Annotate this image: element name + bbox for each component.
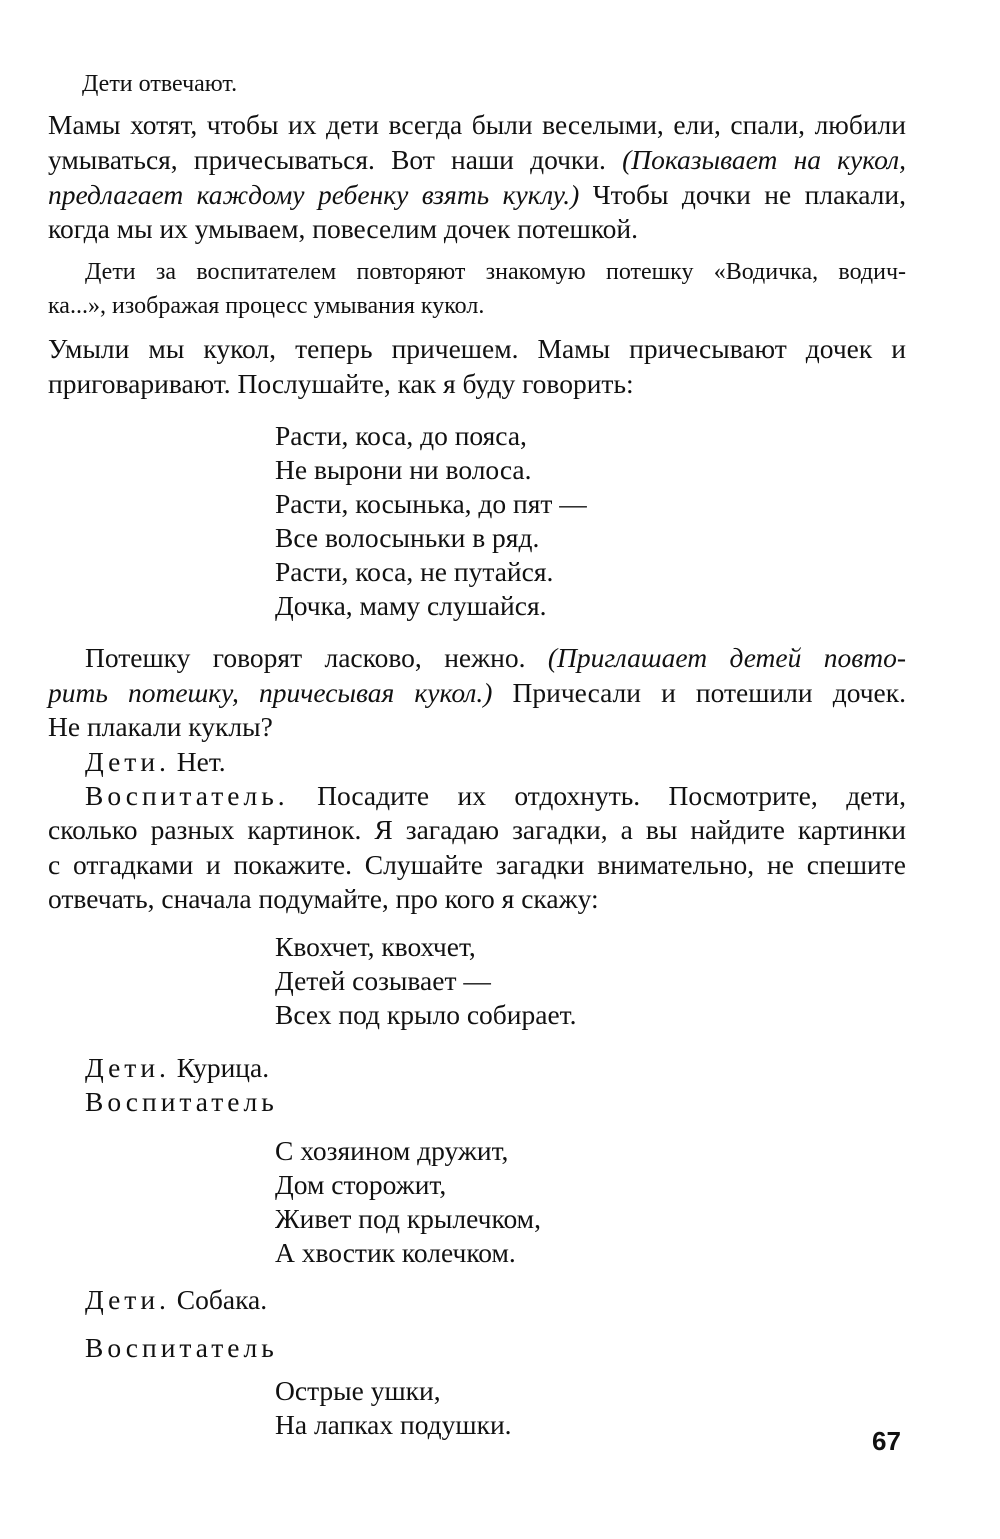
verse-line: Все волосыньки в ряд. (275, 522, 540, 553)
verse-line: Всех под крыло собирает. (275, 999, 577, 1030)
verse-line: Расти, косынька, до пят — (275, 488, 587, 519)
text-line (48, 679, 906, 707)
stage-direction: (Показывает на кукол, (622, 144, 906, 175)
dialogue-line (85, 748, 226, 776)
verse-line: А хвостик колечком. (275, 1237, 516, 1268)
text-span: Посадите их отдохнуть. Посмотрите, дети, (317, 780, 906, 811)
verse-line: Расти, коса, до пояса, (275, 420, 527, 451)
verse-line: Дом сторожит, (275, 1169, 447, 1200)
verse-line: Живет под крылечком, (275, 1203, 541, 1234)
stage-direction: рить потешку, причесывая кукол.) (48, 677, 493, 708)
verse-line: Детей созывает — (275, 965, 491, 996)
text-span: Чтобы дочки не плакали, (592, 179, 907, 210)
verse-line: С хозяином дружит, (275, 1135, 509, 1166)
speaker-teacher: Воспитатель. (85, 780, 289, 811)
verse-line: Расти, коса, не путайся. (275, 556, 554, 587)
text-span: умываться, причесываться. Вот наши дочки. (48, 144, 606, 175)
text-line (48, 181, 906, 209)
dialogue-line (85, 1054, 269, 1082)
dialogue-line (85, 1286, 267, 1314)
text-line: Дети за воспитателем повторяют знакомую потешку «Водичка, водич- (85, 259, 906, 285)
speaker-children: Дети. (85, 1284, 170, 1315)
reply-text: Курица. (176, 1052, 270, 1083)
text-line: сколько разных картинок. Я загадаю загадки, а вы найдите картинки (48, 814, 906, 845)
speaker-teacher: Воспитатель (85, 1332, 278, 1363)
text-line (48, 146, 906, 174)
text-span: Потешку говорят ласково, нежно. (85, 642, 526, 673)
text-line: приговаривают. Послушайте, как я буду говорить: (48, 368, 634, 399)
text-line: Умыли мы кукол, теперь причешем. Мамы причесывают дочек и (48, 333, 906, 364)
speaker-teacher: Воспитатель (85, 1086, 278, 1117)
stage-direction: предлагает каждому ребенку взять куклу.) (48, 179, 580, 210)
verse-line: На лапках подушки. (275, 1409, 512, 1440)
text-line: Дети отвечают. (82, 71, 238, 97)
reply-text: Собака. (176, 1284, 268, 1315)
text-span: Причесали и потешили дочек. (512, 677, 906, 708)
reply-text: Нет. (176, 746, 226, 777)
dialogue-line (85, 782, 906, 810)
text-line (85, 644, 906, 672)
text-line: ка...», изображая процесс умывания кукол. (48, 293, 485, 319)
verse-line: Квохчет, квохчет, (275, 931, 476, 962)
verse-line: Не вырони ни волоса. (275, 454, 532, 485)
text-line: Не плакали куклы? (48, 711, 273, 742)
text-line: с отгадками и покажите. Слушайте загадки внимательно, не спешите (48, 849, 906, 880)
verse-line: Дочка, маму слушайся. (275, 590, 547, 621)
stage-direction: (Приглашает детей повто- (547, 642, 906, 673)
speaker-children: Дети. (85, 746, 170, 777)
verse-line: Острые ушки, (275, 1375, 441, 1406)
page-number: 67 (872, 1426, 901, 1456)
speaker-children: Дети. (85, 1052, 170, 1083)
text-line: Мамы хотят, чтобы их дети всегда были веселыми, ели, спали, любили (48, 109, 906, 140)
text-line: отвечать, сначала подумайте, про кого я скажу: (48, 883, 599, 914)
text-line: когда мы их умываем, повеселим дочек потешкой. (48, 213, 639, 244)
